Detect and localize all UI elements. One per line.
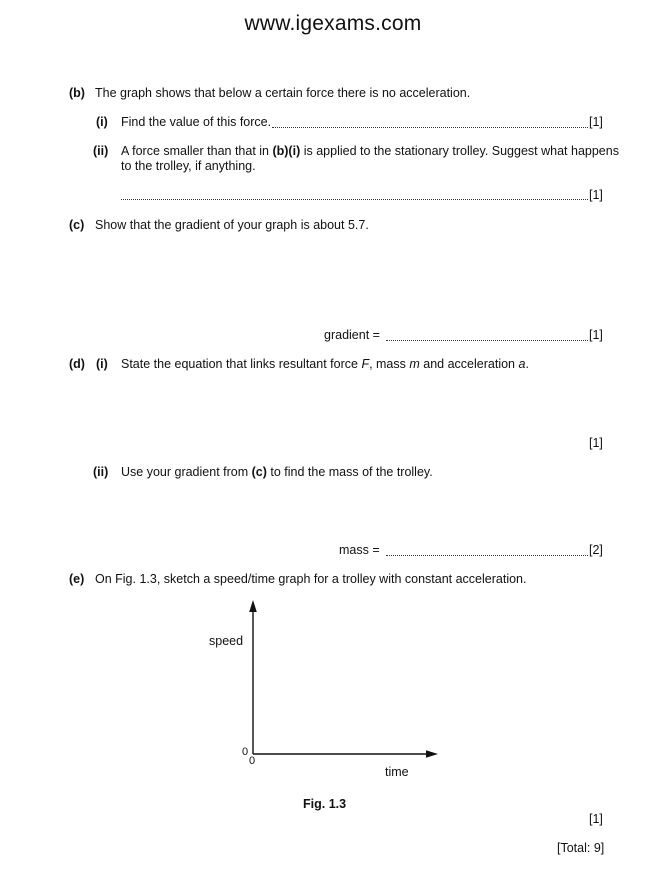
- var-a: a: [518, 357, 526, 371]
- part-b-ii-text-post: is applied to the stationary trolley. Suggest what happens: [300, 144, 619, 158]
- answer-line-b-i[interactable]: [272, 127, 588, 128]
- part-e-label: (e): [69, 572, 85, 586]
- part-e-text: On Fig. 1.3, sketch a speed/time graph for a trolley with constant acceleration.: [95, 572, 527, 586]
- mark-c: [1]: [589, 328, 603, 342]
- origin-x-label: 0: [249, 755, 256, 767]
- part-b-label: (b): [69, 86, 85, 100]
- mark-d-ii: [2]: [589, 543, 603, 557]
- part-d-i-text-2: , mass: [369, 357, 410, 371]
- origin-y-label: 0: [242, 746, 249, 758]
- part-d-ii-text-post: to find the mass of the trolley.: [266, 465, 433, 479]
- x-axis-label: time: [385, 765, 409, 779]
- part-d-ii-ref: (c): [251, 465, 267, 479]
- part-d-i-text-4: .: [525, 357, 529, 371]
- answer-line-b-ii[interactable]: [121, 199, 588, 200]
- part-d-ii-text-pre: Use your gradient from: [121, 465, 252, 479]
- part-b-i-label: (i): [96, 115, 108, 129]
- part-b-ii-ref: (b)(i): [272, 144, 301, 158]
- speed-time-axes: [246, 598, 446, 760]
- part-c-text: Show that the gradient of your graph is about 5.7.: [95, 218, 369, 232]
- mark-e: [1]: [589, 812, 603, 826]
- mass-answer-label: mass =: [339, 543, 380, 557]
- site-header: www.igexams.com: [244, 12, 422, 35]
- part-d-i-text-3: and acceleration: [419, 357, 519, 371]
- part-d-ii-text: [121, 465, 433, 479]
- y-axis-arrowhead: [249, 600, 257, 612]
- mark-b-i: [1]: [589, 115, 603, 129]
- y-axis-label: speed: [209, 634, 244, 648]
- part-d-ii-label: (ii): [93, 465, 109, 479]
- part-d-i-label: (i): [96, 357, 108, 371]
- part-d-i-text: [121, 357, 529, 371]
- part-d-label: (d): [69, 357, 85, 371]
- fig-caption: Fig. 1.3: [303, 797, 347, 811]
- part-b-i-text: Find the value of this force.: [121, 115, 272, 129]
- fig-1-3-graph[interactable]: [246, 598, 446, 760]
- var-f: F: [361, 357, 370, 371]
- gradient-answer-label: gradient =: [324, 328, 380, 342]
- total-mark: [Total: 9]: [557, 841, 605, 855]
- part-b-ii-text: [121, 144, 619, 158]
- part-b-ii-label: (ii): [93, 144, 109, 158]
- mark-d-i: [1]: [589, 436, 603, 450]
- part-b-ii-text-pre: A force smaller than that in: [121, 144, 273, 158]
- mark-b-ii: [1]: [589, 188, 603, 202]
- var-m: m: [409, 357, 420, 371]
- part-c-label: (c): [69, 218, 85, 232]
- x-axis-arrowhead: [426, 750, 438, 758]
- part-b-ii-text-line2: to the trolley, if anything.: [121, 159, 256, 173]
- part-b-text: The graph shows that below a certain force there is no acceleration.: [95, 86, 471, 100]
- gradient-answer-line[interactable]: [386, 340, 588, 341]
- mass-answer-line[interactable]: [386, 555, 588, 556]
- part-d-i-text-1: State the equation that links resultant force: [121, 357, 362, 371]
